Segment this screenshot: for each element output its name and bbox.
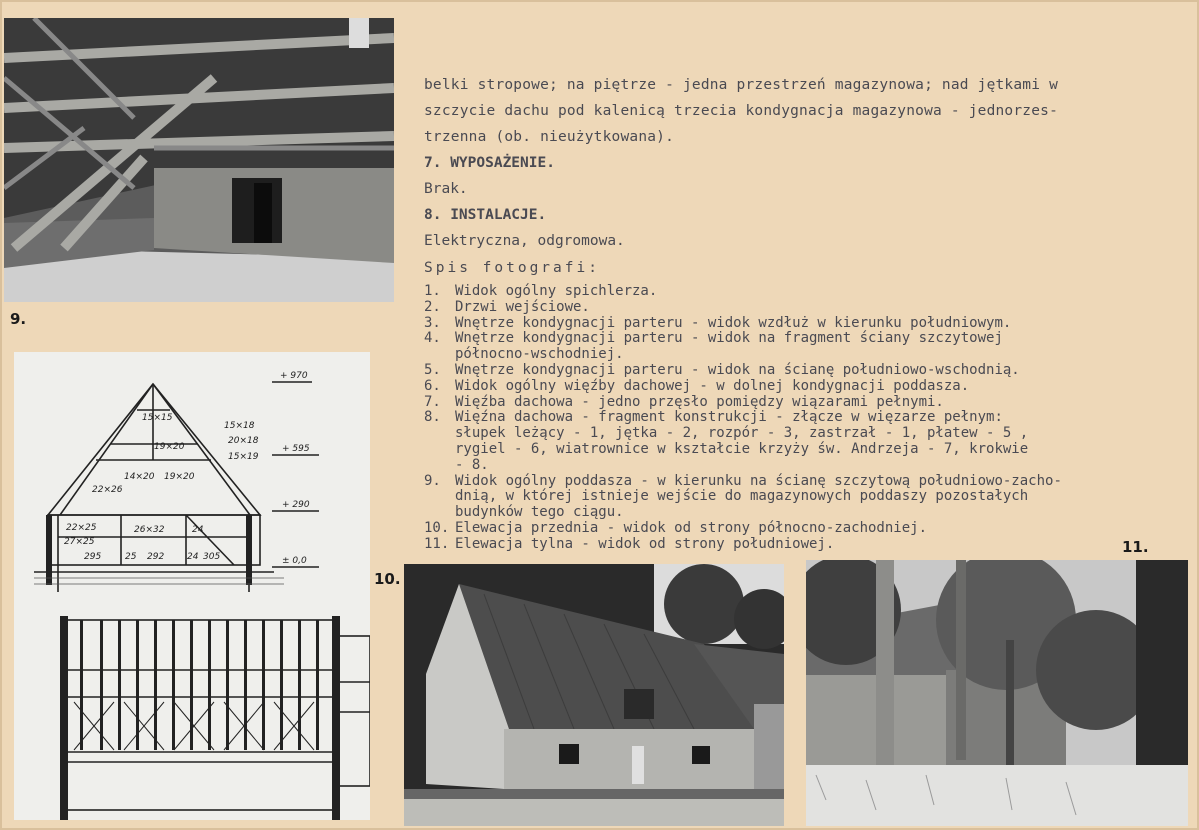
photo-list-description: Widok ogólny poddasza - w kierunku na ścianę szczytową południowo-zacho- — [455, 472, 1062, 489]
section-8-heading: 8. INSTALACJE. — [424, 207, 547, 223]
photo-label-11: 11. — [1122, 538, 1149, 556]
level-label-290: + 290 — [282, 500, 310, 510]
section-8-body: Elektryczna, odgromowa. — [424, 233, 625, 249]
level-label-970: + 970 — [280, 371, 308, 381]
photo-list-item — [424, 426, 1164, 442]
dim-label: 27×25 — [64, 537, 95, 547]
photo-list-item — [424, 363, 1164, 379]
photo-list-description: Wnętrze kondygnacji parteru - widok na fragment ściany szczytowej — [455, 330, 1003, 347]
photo-list-number: 2. — [424, 298, 441, 315]
photo-list-description: Widok ogólny więźby dachowej - w dolnej kondygnacji poddasza. — [455, 377, 970, 394]
photo-list-number: 11. — [424, 535, 450, 552]
photo-list-number: 6. — [424, 377, 441, 394]
dim-label: 15×18 — [224, 421, 255, 431]
photo-list-number: 4. — [424, 330, 441, 347]
cross-section-drawing — [14, 352, 370, 820]
photo-list-number — [424, 505, 455, 521]
photo-list-description: Więźba dachowa - jedno przęsło pomiędzy wiązarami pełnymi. — [455, 393, 944, 410]
photo-list-number — [424, 347, 455, 363]
photo-list-item — [424, 316, 1164, 332]
photo-list-number — [424, 426, 455, 442]
photo-list-item — [424, 331, 1164, 347]
photo-list-number: 7. — [424, 393, 441, 410]
photo-list-number: 1. — [424, 283, 441, 299]
dim-label: 15×15 — [142, 413, 173, 423]
section-7-heading: 7. WYPOSAŻENIE. — [424, 155, 555, 171]
photo-list-item — [424, 410, 1164, 426]
photo-list-description: Więźna dachowa - fragment konstrukcji - złącze w więzarze pełnym: — [455, 409, 1003, 426]
dim-label: 22×25 — [66, 523, 97, 533]
dim-label: 22×26 — [92, 485, 123, 495]
intro-line: belki stropowe; na piętrze - jedna przestrzeń magazynowa; nad jętkami w — [424, 77, 1059, 93]
photo-list-item — [424, 442, 1164, 458]
photo-list-number: 5. — [424, 361, 441, 378]
photo-list-description: Elewacja tylna - widok od strony południowej. — [455, 535, 835, 552]
photo-list-item — [424, 505, 1164, 521]
intro-line: trzenna (ob. nieużytkowana). — [424, 129, 675, 145]
photo-list-number — [424, 458, 455, 474]
photo-list-item — [424, 458, 1164, 474]
photo-list-item — [424, 521, 1164, 537]
photo-rear-elevation — [806, 560, 1188, 826]
photo-list-number — [424, 442, 455, 458]
dim-label: 295 — [84, 552, 102, 562]
photo-list-description: Wnętrze kondygnacji parteru - widok wzdłuż w kierunku południowym. — [455, 314, 1012, 331]
photo-list-item — [424, 284, 1164, 300]
photo-list-description: słupek leżący - 1, jętka - 2, rozpór - 3, zastrzał - 1, płatew - 5 , — [455, 425, 1029, 442]
dim-label: 25 — [125, 552, 137, 562]
level-label-595: + 595 — [282, 444, 310, 454]
photo-list-description: - 8. — [455, 456, 489, 473]
photo-list-number: 3. — [424, 314, 441, 331]
photo-list-number: 9. — [424, 472, 441, 489]
dim-label: 20×18 — [228, 436, 259, 446]
photo-list-item — [424, 379, 1164, 395]
dim-label: 24 — [187, 552, 199, 562]
photo-list-title: Spis fotografi: — [424, 260, 600, 276]
photo-attic-interior — [4, 18, 394, 302]
photo-list-number: 10. — [424, 519, 450, 536]
dim-label: 26×32 — [134, 525, 165, 535]
dim-label: 292 — [147, 552, 165, 562]
dim-label: 19×20 — [164, 472, 195, 482]
photo-list-description: rygiel - 6, wiatrownice w kształcie krzyży św. Andrzeja - 7, krokwie — [455, 440, 1029, 457]
photo-list-item — [424, 300, 1164, 316]
photo-list-item — [424, 489, 1164, 505]
photo-list-description: Wnętrze kondygnacji parteru - widok na ścianę południowo-wschodnią. — [455, 361, 1020, 378]
photo-label-9: 9. — [10, 310, 27, 328]
photo-list-description: północno-wschodniej. — [455, 346, 624, 363]
description-text — [424, 72, 1164, 553]
photo-list-number: 8. — [424, 409, 441, 426]
section-7-body: Brak. — [424, 181, 468, 197]
photo-list-description: dnią, w której istnieje wejście do magazynowych poddaszy pozostałych — [455, 488, 1029, 505]
photo-front-elevation — [404, 564, 784, 826]
photo-list-item — [424, 537, 1164, 553]
dim-label: 19×20 — [154, 442, 185, 452]
photo-list-item — [424, 347, 1164, 363]
photo-list-item — [424, 395, 1164, 411]
photo-list — [424, 284, 1164, 553]
photo-list-description: Drzwi wejściowe. — [455, 298, 590, 315]
intro-line: szczycie dachu pod kalenicą trzecia kondygnacja magazynowa - jednorzes- — [424, 103, 1059, 119]
level-label-00: ± 0,0 — [282, 556, 307, 566]
dim-label: 15×19 — [228, 452, 259, 462]
photo-list-description: budynków tego ciągu. — [455, 504, 624, 521]
dim-label: 305 — [203, 552, 221, 562]
dim-label: 24 — [192, 525, 204, 535]
photo-list-item — [424, 474, 1164, 490]
dim-label: 14×20 — [124, 472, 155, 482]
photo-list-description: Widok ogólny spichlerza. — [455, 283, 658, 299]
photo-list-description: Elewacja przednia - widok od strony północno-zachodniej. — [455, 519, 928, 536]
photo-list-number — [424, 489, 455, 505]
photo-label-10: 10. — [374, 570, 401, 588]
